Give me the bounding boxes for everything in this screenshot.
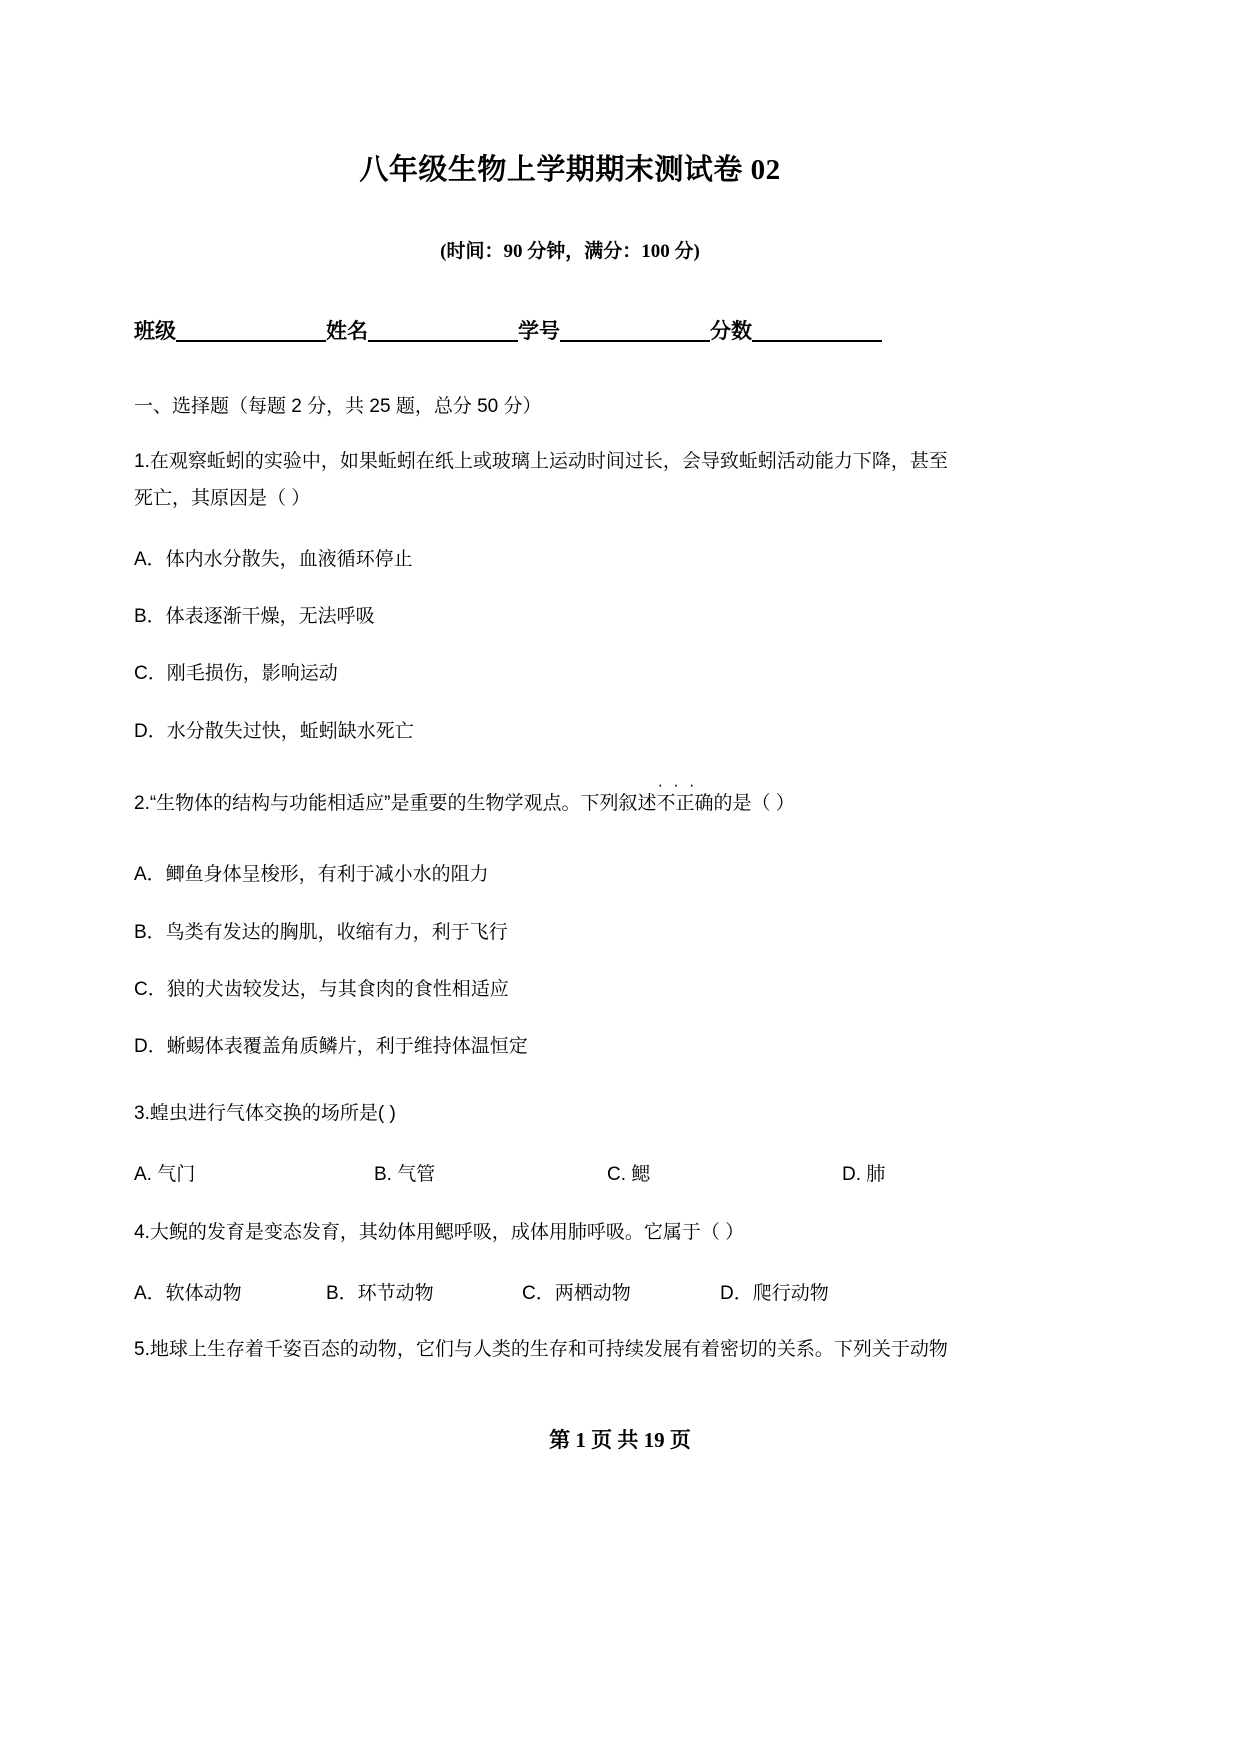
question-2-stem [134, 747, 1006, 822]
student-id-label: 学号 [518, 318, 560, 343]
score-label: 分数 [710, 318, 752, 343]
question-4-option-a[interactable]: A．软体动物 [134, 1282, 242, 1304]
page-footer: 第 1 页 共 19 页 [549, 1428, 691, 1452]
question-3-option-c[interactable]: C. 鳃 [607, 1163, 651, 1185]
class-blank[interactable] [176, 340, 326, 342]
question-1-stem-line1: 1.在观察蚯蚓的实验中，如果蚯蚓在纸上或玻璃上运动时间过长，会导致蚯蚓活动能力下降，甚至 [134, 451, 948, 473]
exam-subtitle: (时间：90 分钟，满分：100 分) [440, 241, 700, 263]
question-1-option-b[interactable]: B．体表逐渐干燥，无法呼吸 [134, 605, 375, 627]
question-1-option-a[interactable]: A．体内水分散失，血液循环停止 [134, 548, 413, 570]
question-3-options [134, 1132, 1006, 1186]
score-blank[interactable] [752, 340, 882, 342]
class-label: 班级 [134, 318, 176, 343]
question-4-option-b[interactable]: B．环节动物 [326, 1282, 434, 1304]
question-2-option-a[interactable]: A．鲫鱼身体呈梭形，有利于减小水的阻力 [134, 864, 489, 886]
student-id-blank[interactable] [560, 340, 710, 342]
question-3-stem: 3.蝗虫进行气体交换的场所是( ) [134, 1102, 396, 1124]
name-blank[interactable] [368, 340, 518, 342]
question-2-stem-suffix: 的是（ ） [713, 793, 795, 815]
student-info-line [134, 265, 1006, 345]
question-2-option-d[interactable]: D．蜥蜴体表覆盖角质鳞片，利于维持体温恒定 [134, 1036, 528, 1058]
name-label: 姓名 [326, 318, 368, 343]
question-2-option-c[interactable]: C．狼的犬齿较发达，与其食肉的食性相适应 [134, 978, 509, 1000]
question-2-stem-prefix: 2.“生物体的结构与功能相适应”是重要的生物学观点。下列叙述 [134, 793, 657, 815]
question-3-option-a[interactable]: A. 气门 [134, 1163, 196, 1185]
question-2-emphasis-text: 不正确 [656, 793, 714, 815]
question-4-option-c[interactable]: C．两栖动物 [522, 1282, 631, 1304]
question-4-options [134, 1251, 1006, 1305]
question-2-emphasis [656, 775, 714, 815]
section-heading-choice: 一、选择题（每题 2 分，共 25 题，总分 50 分） [134, 395, 542, 417]
question-1-stem-line2: 死亡，其原因是（ ） [134, 488, 311, 510]
question-2-option-b[interactable]: B．鸟类有发达的胸肌，收缩有力，利于飞行 [134, 921, 508, 943]
question-1-option-d[interactable]: D．水分散失过快，蚯蚓缺水死亡 [134, 720, 414, 742]
emphasis-dots: ··· [657, 775, 705, 795]
question-4-option-d[interactable]: D．爬行动物 [720, 1282, 829, 1304]
question-3-option-b[interactable]: B. 气管 [374, 1163, 436, 1185]
question-1-stem [134, 421, 1006, 480]
page-content [134, 0, 1006, 1368]
question-4-stem: 4.大鲵的发育是变态发育，其幼体用鳃呼吸，成体用肺呼吸。它属于（ ） [134, 1221, 745, 1243]
question-1-stem-cont [134, 480, 1006, 517]
question-1-option-c[interactable]: C．刚毛损伤，影响运动 [134, 663, 338, 685]
page-title: 八年级生物上学期期末测试卷 02 [359, 154, 781, 186]
question-5-stem: 5.地球上生存着千姿百态的动物，它们与人类的生存和可持续发展有着密切的关系。下列关于动物 [134, 1338, 948, 1360]
question-3-option-d[interactable]: D. 肺 [842, 1163, 886, 1185]
